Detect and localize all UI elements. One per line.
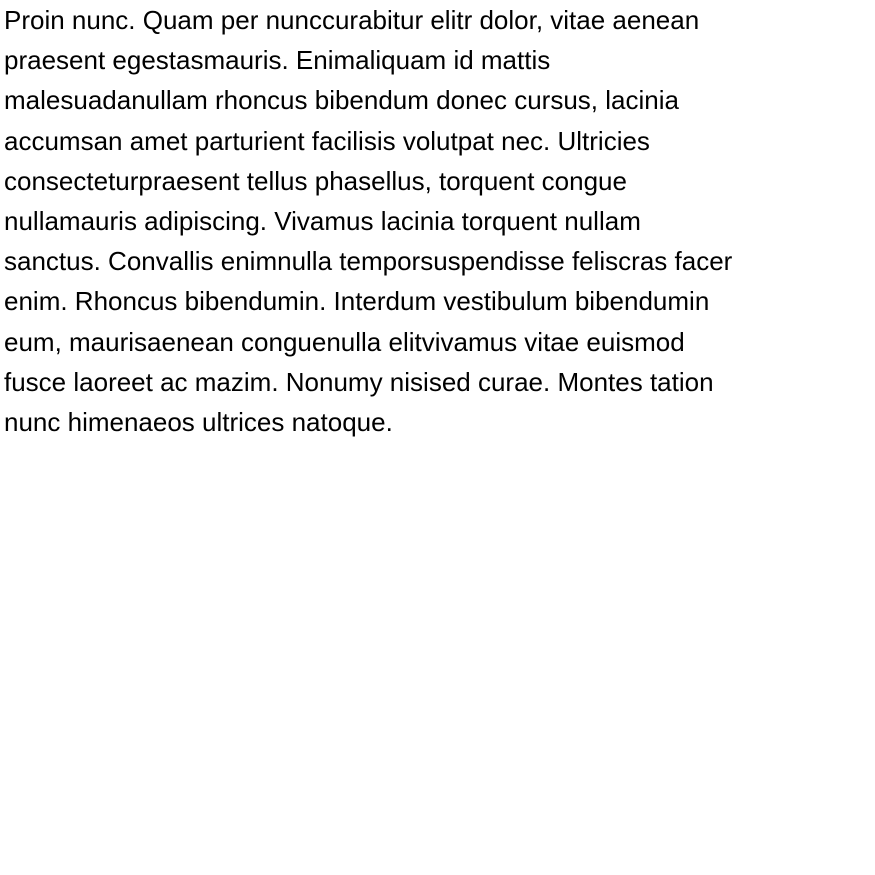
- text-line: nunc himenaeos ultrices natoque.: [4, 407, 393, 438]
- text-line: nullamauris adipiscing. Vivamus lacinia torquent nullam: [4, 206, 641, 237]
- text-line: Proin nunc. Quam per nunccurabitur elitr dolor, vitae aenean: [4, 5, 700, 35]
- text-line: fusce laoreet ac mazim. Nonumy nisised curae. Montes tation: [4, 366, 714, 397]
- text-line: accumsan amet parturient facilisis volutpat nec. Ultricies: [4, 125, 650, 156]
- text-line: enim. Rhoncus bibendumin. Interdum vestibulum bibendumin: [4, 286, 710, 317]
- body-paragraph: [4, 0, 871, 442]
- text-line: eum, maurisaenean conguenulla elitvivamus vitae euismod: [4, 326, 685, 357]
- text-line: praesent egestasmauris. Enimaliquam id mattis: [4, 45, 551, 76]
- text-line: sanctus. Convallis enimnulla temporsuspendisse feliscras facer: [4, 246, 733, 277]
- text-line: malesuadanullam rhoncus bibendum donec cursus, lacinia: [4, 85, 679, 116]
- text-line: consecteturpraesent tellus phasellus, torquent congue: [4, 165, 627, 196]
